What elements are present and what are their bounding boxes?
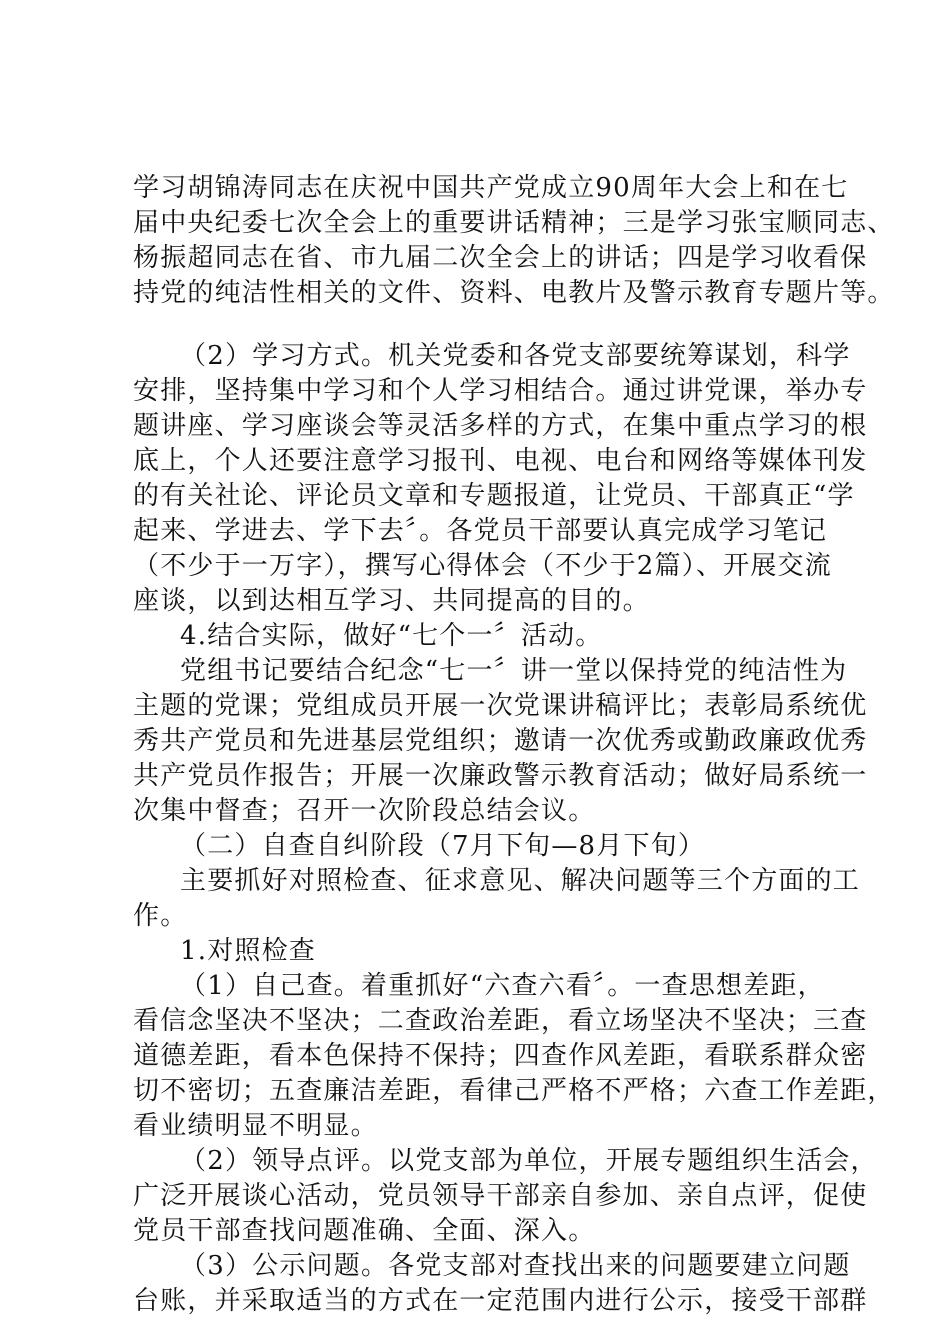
- text-line: 看业绩明显不明显。: [133, 1111, 378, 1141]
- section-heading: 4.结合实际，做好“七个一〞活动。: [180, 621, 603, 651]
- text-line: 主要抓好对照检查、征求意见、解决问题等三个方面的工: [180, 866, 861, 896]
- text-line: 持党的纯洁性相关的文件、资料、电教片及警示教育专题片等。: [133, 278, 895, 308]
- text-line: 安排，坚持集中学习和个人学习相结合。通过讲党课，举办专: [133, 376, 868, 406]
- text-line: 主题的党课；党组成员开展一次党课讲稿评比；表彰局系统优: [133, 691, 868, 721]
- text-line: 的有关社论、评论员文章和专题报道，让党员、干部真正“学: [133, 481, 855, 511]
- text-line: 秀共产党员和先进基层党组织；邀请一次优秀或勤政廉政优秀: [133, 726, 868, 756]
- text-line: （2）领导点评。以党支部为单位，开展专题组织生活会，: [180, 1146, 878, 1176]
- text-line: （3）公示问题。各党支部对查找出来的问题要建立问题: [180, 1251, 851, 1281]
- text-line: （不少于一万字），撰写心得体会（不少于2篇）、开展交流: [133, 551, 832, 581]
- text-line: 题讲座、学习座谈会等灵活多样的方式，在集中重点学习的根: [133, 411, 868, 441]
- text-line: （1）自己查。着重抓好“六查六看〞。一查思想差距，: [180, 971, 825, 1001]
- text-line: 切不密切；五查廉洁差距，看律己严格不严格；六查工作差距，: [133, 1076, 895, 1106]
- text-line: 作。: [133, 901, 188, 931]
- text-line: 底上，个人还要注意学习报刊、电视、电台和网络等媒体刊发: [133, 446, 868, 476]
- text-line: 广泛开展谈心活动，党员领导干部亲自参加、亲自点评，促使: [133, 1181, 868, 1211]
- text-line: 共产党员作报告；开展一次廉政警示教育活动；做好局系统一: [133, 761, 868, 791]
- text-line: 台账，并采取适当的方式在一定范围内进行公示，接受干部群: [133, 1286, 868, 1316]
- text-line: 学习胡锦涛同志在庆祝中国共产党成立90周年大会上和在七: [133, 173, 849, 203]
- text-line: 看信念坚决不坚决；二查政治差距，看立场坚决不坚决；三查: [133, 1006, 868, 1036]
- text-line: 座谈，以到达相互学习、共同提高的目的。: [133, 586, 650, 616]
- text-line: 党组书记要结合纪念“七一〞讲一堂以保持党的纯洁性为: [180, 656, 848, 686]
- text-line: 次集中督查；召开一次阶段总结会议。: [133, 796, 596, 826]
- text-line: 党员干部查找问题准确、全面、深入。: [133, 1216, 596, 1246]
- text-line: （2）学习方式。机关党委和各党支部要统筹谋划，科学: [180, 341, 851, 371]
- text-line: 起来、学进去、学下去〞。各党员干部要认真完成学习笔记: [133, 516, 828, 546]
- text-line: 届中央纪委七次全会上的重要讲话精神；三是学习张宝顺同志、: [133, 208, 895, 238]
- text-line: 杨振超同志在省、市九届二次全会上的讲话；四是学习收看保: [133, 243, 868, 273]
- section-heading: （二）自查自纠阶段（7月下旬—8月下旬）: [180, 831, 706, 861]
- section-heading: 1.对照检查: [180, 936, 317, 966]
- text-line: 道德差距，看本色保持不保持；四查作风差距，看联系群众密: [133, 1041, 868, 1071]
